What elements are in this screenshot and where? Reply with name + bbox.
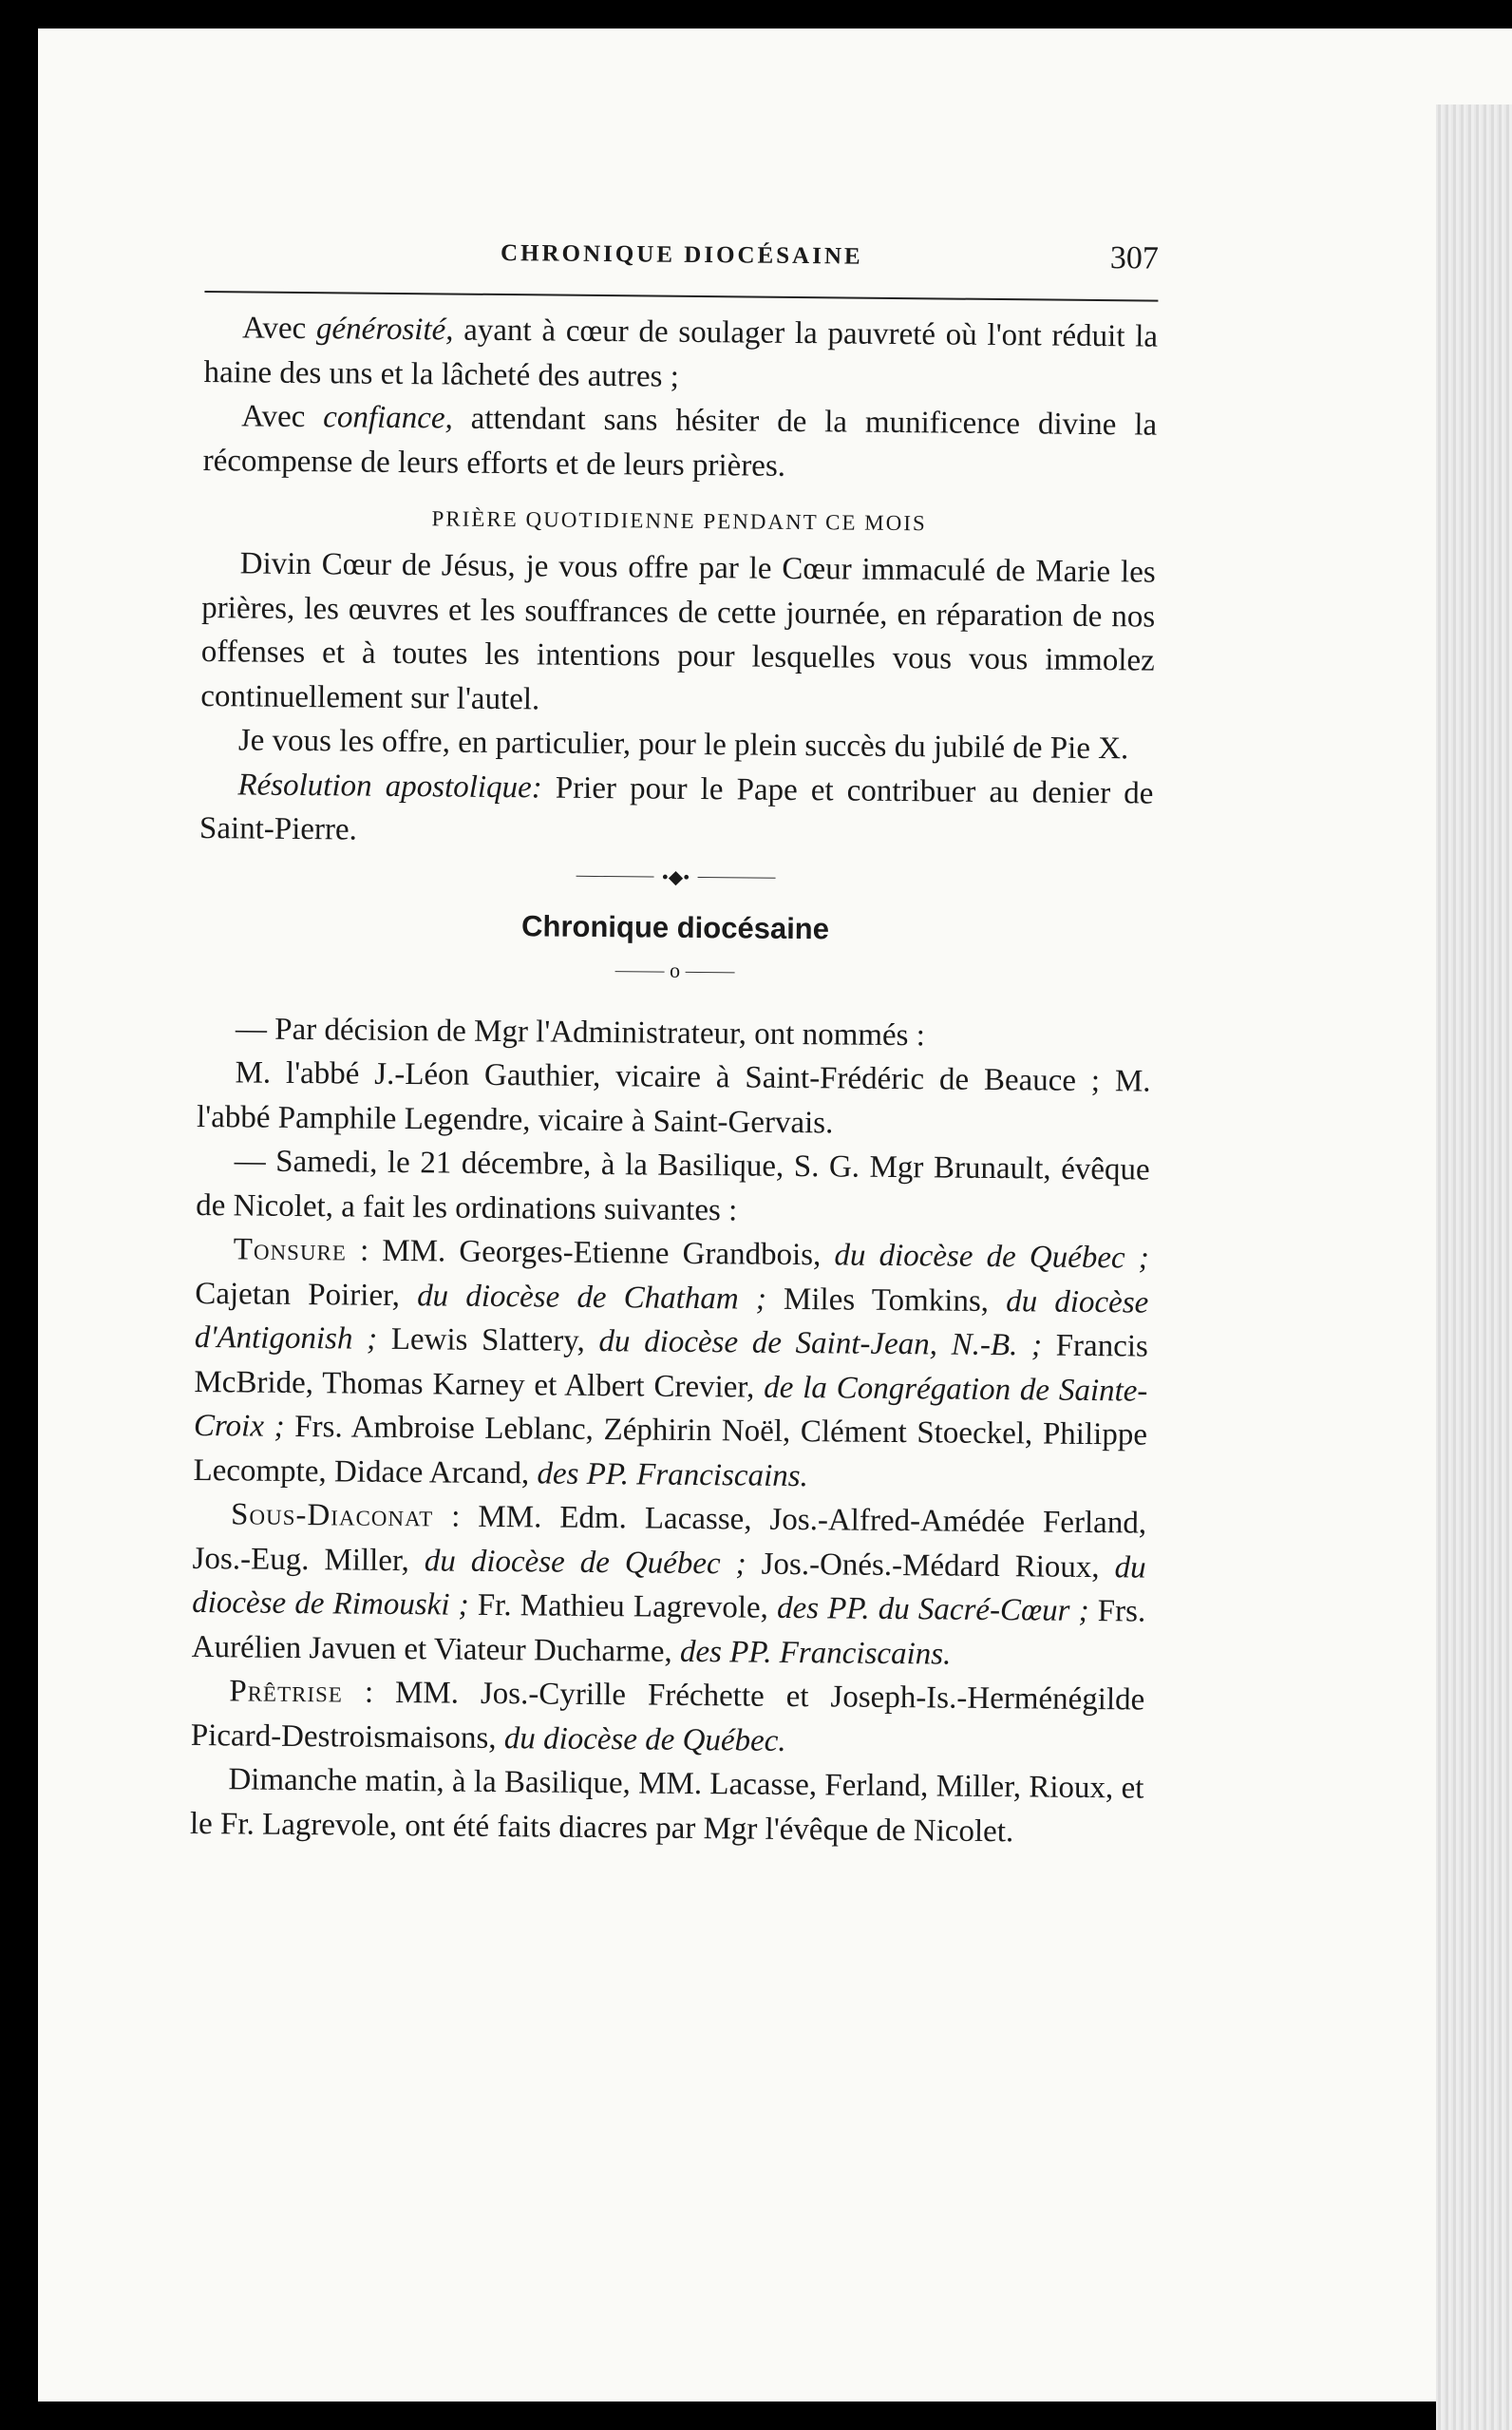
paragraph-pretrise: Prêtrise : MM. Jos.-Cyrille Fréchette et Joseph-Is.-Herménégilde Picard-Destroismaisons, du diocèse de Québec. <box>190 1674 1145 1758</box>
paragraph-generosite: Avec générosité, ayant à cœur de soulager la pauvreté où l'ont réduit la haine des uns et la lâcheté des autres ; <box>203 311 1159 394</box>
header-rule <box>204 291 1158 302</box>
document-page <box>190 237 1159 1855</box>
paragraph-sous-diaconat: Sous-Diaconat : MM. Edm. Lacasse, Jos.-Alfred-Amédée Ferland, Jos.-Eug. Miller, du diocèse de Québec ; Jos.-Onés.-Médard Rioux, du diocèse de Rimouski ; Fr. Mathieu Lagrevole, des PP. du Sacré-Cœur ; Frs. Aurélien Javuen et Viateur Ducharme, des PP. Franciscains. <box>191 1497 1147 1672</box>
paragraph-tonsure: Tonsure : MM. Georges-Etienne Grandbois, du diocèse de Québec ; Cajetan Poirier, du diocèse de Chatham ; Miles Tomkins, du diocèse d'Antigonish ; Lewis Slattery, du diocèse de Saint-Jean, N.-B. ; Francis McBride, Thomas Karney et Albert Crevier, de la Congrégation de Sainte-Croix ; Frs. Ambroise Leblanc, Zéphirin Noël, Clément Stoeckel, Philippe Lecompte, Didace Arcand, des PP. Franciscains. <box>193 1232 1149 1493</box>
page-edge-shadow <box>1436 104 1512 2430</box>
paragraph-ordinations: — Samedi, le 21 décembre, à la Basilique, S. G. Mgr Brunault, évêque de Nicolet, a fait les ordinations suivantes : <box>196 1144 1150 1227</box>
section-title-chronique: Chronique diocésaine <box>520 908 830 945</box>
section-title-priere: PRIÈRE QUOTIDIENNE PENDANT CE MOIS <box>431 506 927 536</box>
running-head <box>205 237 1159 293</box>
label-tonsure: Tonsure <box>233 1232 348 1268</box>
paragraph-nominations: M. l'abbé J.-Léon Gauthier, vicaire à Saint-Frédéric de Beauce ; M. l'abbé Pamphile Legendre, vicaire à Saint-Gervais. <box>196 1055 1151 1140</box>
label-sous-diaconat: Sous-Diaconat <box>230 1497 434 1534</box>
ornament-divider <box>198 850 1152 903</box>
ornament-glyph: •◆• <box>654 855 698 899</box>
label-pretrise: Prêtrise <box>229 1674 344 1710</box>
paragraph-offre: Je vous les offre, en particulier, pour le plein succès du jubilé de Pie X. <box>237 723 1129 767</box>
small-divider: o <box>198 953 1152 987</box>
paragraph-resolution: Résolution apostolique: Prier pour le Pape et contribuer au denier de Saint-Pierre. <box>198 767 1154 847</box>
page-number: 307 <box>1109 240 1160 276</box>
paragraph-priere: Divin Cœur de Jésus, je vous offre par le Cœur immaculé de Marie les prières, les œuvres et les souffrances de cette journée, en réparation de nos offenses et à toutes les intentions pour lesquelles vous vous immolez continuellement sur l'autel. <box>200 546 1156 716</box>
paragraph-decision: — Par décision de Mgr l'Administrateur, ont nommés : <box>235 1011 926 1053</box>
paragraph-dimanche: Dimanche matin, à la Basilique, MM. Lacasse, Ferland, Miller, Rioux, et le Fr. Lagrevole, ont été faits diacres par Mgr l'évêque de Nicolet. <box>189 1762 1144 1849</box>
running-title: CHRONIQUE DIOCÉSAINE <box>500 239 863 270</box>
paragraph-confiance: Avec confiance, attendant sans hésiter de la munificence divine la récompense de leurs efforts et de leurs prières. <box>202 399 1158 484</box>
